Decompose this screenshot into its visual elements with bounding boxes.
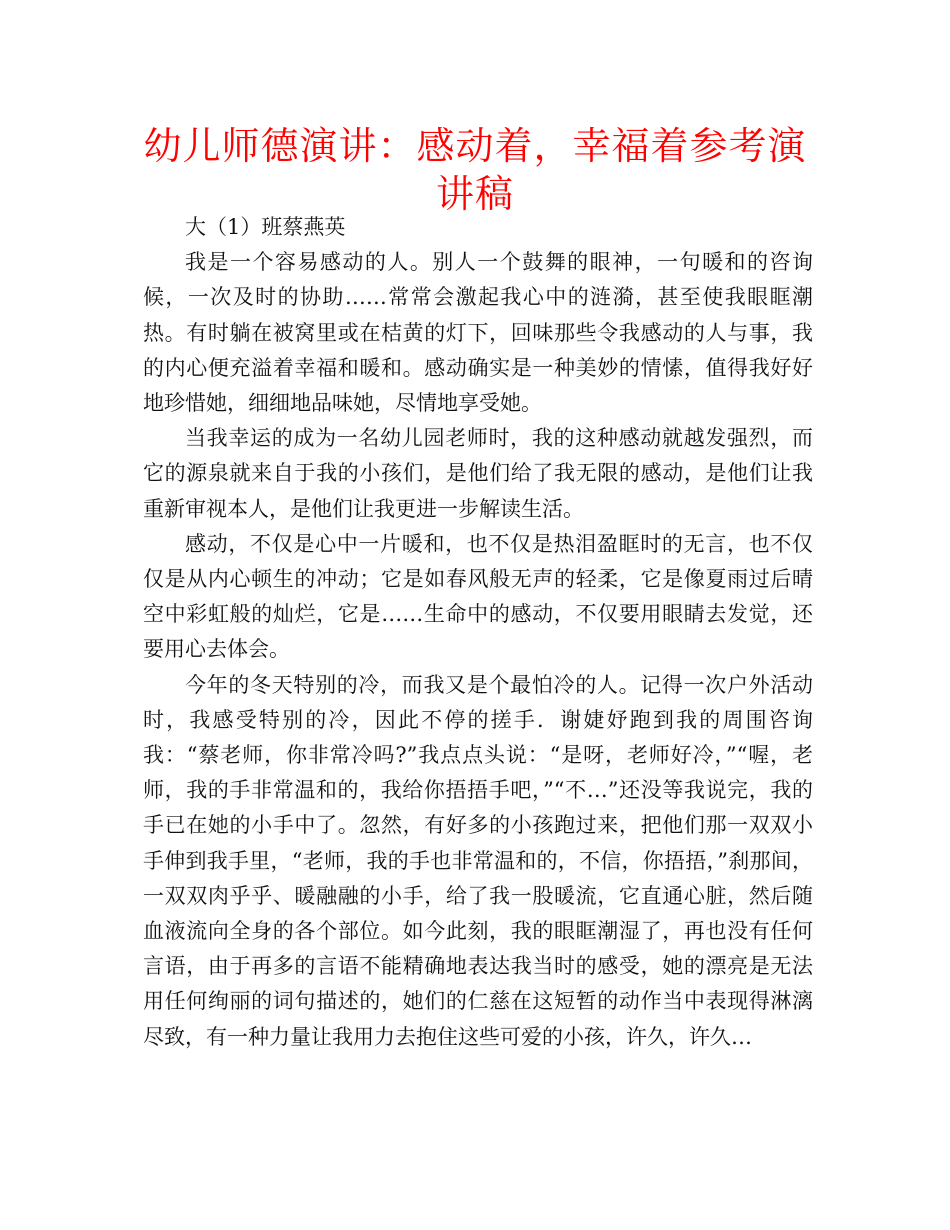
document-body <box>143 210 813 1055</box>
paragraph-3: 感动，不仅是心中一片暖和，也不仅是热泪盈眶时的无言，也不仅仅是从内心顿生的冲动；它是如春风般无声的轻柔，它是像夏雨过后晴空中彩虹般的灿烂，它是……生命中的感动，不仅要用眼睛去发觉，还要用心去体会。 <box>143 531 813 662</box>
paragraph-4: 今年的冬天特别的冷，而我又是个最怕冷的人。记得一次户外活动时，我感受特别的冷，因此不停的搓手．谢婕妤跑到我的周围咨询我：“蔡老师，你非常冷吗?”我点点头说：“是呀，老师好冷，”“喔，老师，我的手非常温和的，我给你捂捂手吧，”“不…”还没等我说完，我的手已在她的小手中了。忽然，有好多的小孩跑过来，把他们那一双双小手伸到我手里，“老师，我的手也非常温和的，不信，你捂捂，”刹那间，一双双肉乎乎、暖融融的小手，给了我一股暖流，它直通心脏，然后随血液流向全身的各个部位。如今此刻，我的眼眶潮湿了，再也没有任何言语，由于再多的言语不能精确地表达我当时的感受，她的漂亮是无法用任何绚丽的词句描述的，她们的仁慈在这短暂的动作当中表现得淋漓尽致，有一种力量让我用力去抱住这些可爱的小孩，许久，许久… <box>143 672 813 1049</box>
document-title: 幼儿师德演讲：感动着，幸福着参考演讲稿 <box>143 124 807 216</box>
paragraph-1: 我是一个容易感动的人。别人一个鼓舞的眼神，一句暖和的咨询候，一次及时的协助……常常会激起我心中的涟漪，甚至使我眼眶潮热。有时躺在被窝里或在桔黄的灯下，回味那些令我感动的人与事，我的内心便充溢着幸福和暖和。感动确实是一种美妙的情愫，值得我好好地珍惜她，细细地品味她，尽情地享受她。 <box>143 250 813 416</box>
paragraph-2: 当我幸运的成为一名幼儿园老师时，我的这种感动就越发强烈，而它的源泉就来自于我的小孩们，是他们给了我无限的感动，是他们让我重新审视本人，是他们让我更进一步解读生活。 <box>143 426 813 521</box>
author-line: 大（1）班蔡燕英 <box>185 215 346 239</box>
